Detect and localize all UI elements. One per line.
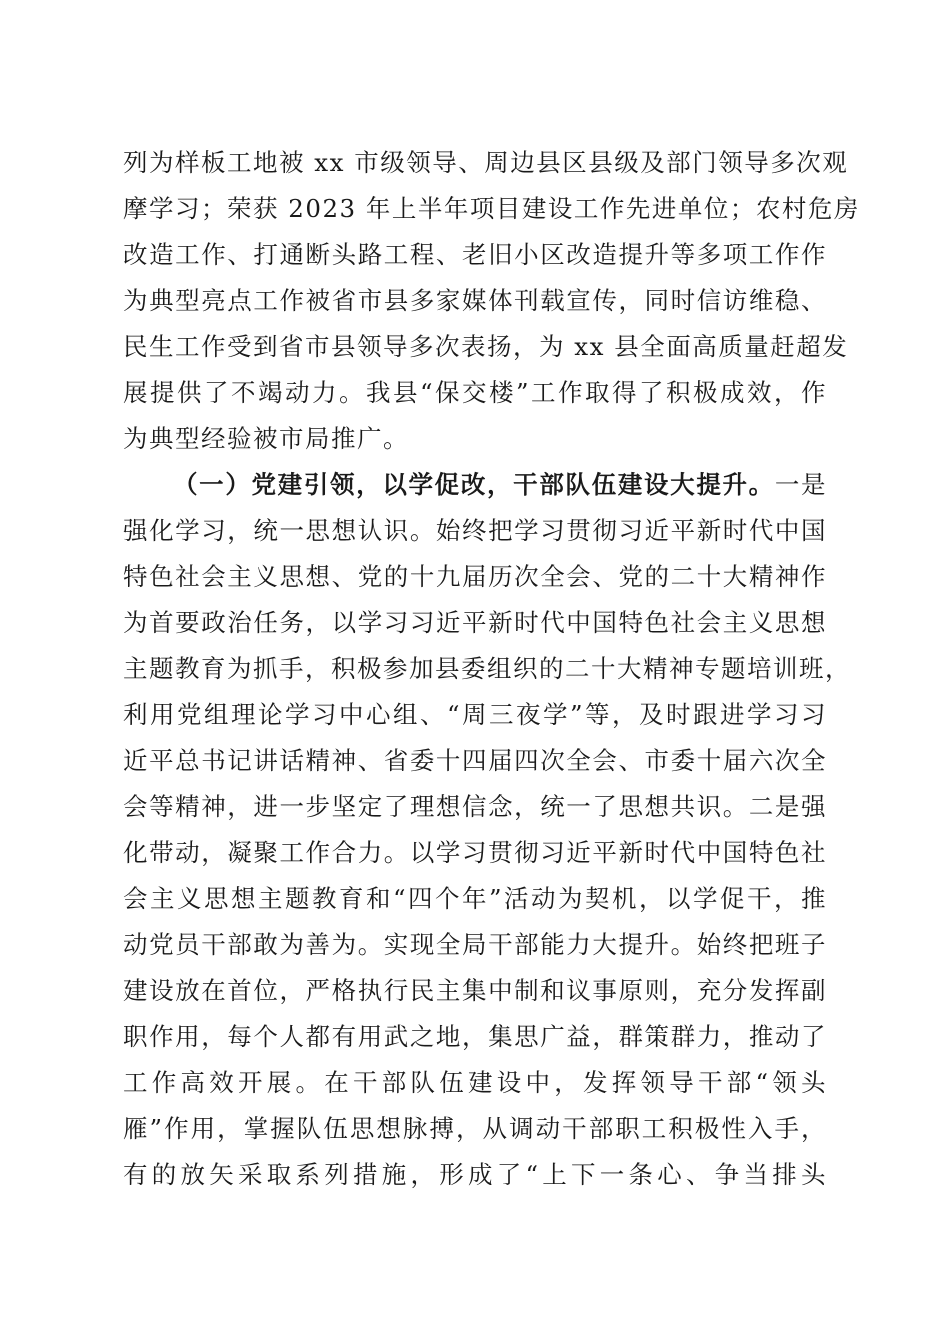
paragraph-line: 动党员干部敢为善为。实现全局干部能力大提升。始终把班子 [123, 930, 827, 959]
paragraph-line: 民生工作受到省市县领导多次表扬，为 xx 县全面高质量赶超发 [123, 332, 849, 361]
paragraph-line: 建设放在首位，严格执行民主集中制和议事原则，充分发挥副 [123, 976, 827, 1005]
paragraph-line: 利用党组理论学习中心组、“周三夜学”等，及时跟进学习习 [123, 700, 827, 729]
paragraph-line: 会主义思想主题教育和“四个年”活动为契机，以学促干，推 [123, 884, 827, 913]
paragraph-line: 雁”作用，掌握队伍思想脉搏，从调动干部职工积极性入手， [123, 1114, 827, 1143]
paragraph-line: 列为样板工地被 xx 市级领导、周边县区县级及部门领导多次观 [123, 148, 849, 177]
section-heading-line [173, 467, 827, 503]
paragraph-line: 会等精神，进一步坚定了理想信念，统一了思想共识。二是强 [123, 792, 827, 821]
paragraph-line: 强化学习，统一思想认识。始终把学习贯彻习近平新时代中国 [123, 516, 827, 545]
paragraph-line: 特色社会主义思想、党的十九届历次全会、党的二十大精神作 [123, 562, 827, 591]
section-heading: （一）党建引领，以学促改，干部队伍建设大提升。 [173, 470, 775, 499]
paragraph-line: 有的放矢采取系列措施，形成了“上下一条心、争当排头 [123, 1160, 827, 1189]
section-heading-tail: 一是 [774, 470, 828, 499]
paragraph-line: 为典型经验被市局推广。 [123, 424, 409, 453]
paragraph-line: 近平总书记讲话精神、省委十四届四次全会、市委十届六次全 [123, 746, 827, 775]
paragraph-line: 职作用，每个人都有用武之地，集思广益，群策群力，推动了 [123, 1022, 827, 1051]
paragraph-line: 为首要政治任务，以学习习近平新时代中国特色社会主义思想 [123, 608, 827, 637]
paragraph-line: 展提供了不竭动力。我县“保交楼”工作取得了积极成效，作 [123, 378, 827, 407]
paragraph-line: 为典型亮点工作被省市县多家媒体刊载宣传，同时信访维稳、 [123, 286, 827, 315]
paragraph-line: 摩学习；荣获 2023 年上半年项目建设工作先进单位；农村危房 [123, 194, 860, 223]
paragraph-line: 工作高效开展。在干部队伍建设中，发挥领导干部“领头 [123, 1068, 827, 1097]
paragraph-line: 化带动，凝聚工作合力。以学习贯彻习近平新时代中国特色社 [123, 838, 827, 867]
paragraph-line: 主题教育为抓手，积极参加县委组织的二十大精神专题培训班， [123, 654, 851, 683]
paragraph-line: 改造工作、打通断头路工程、老旧小区改造提升等多项工作作 [123, 240, 827, 269]
